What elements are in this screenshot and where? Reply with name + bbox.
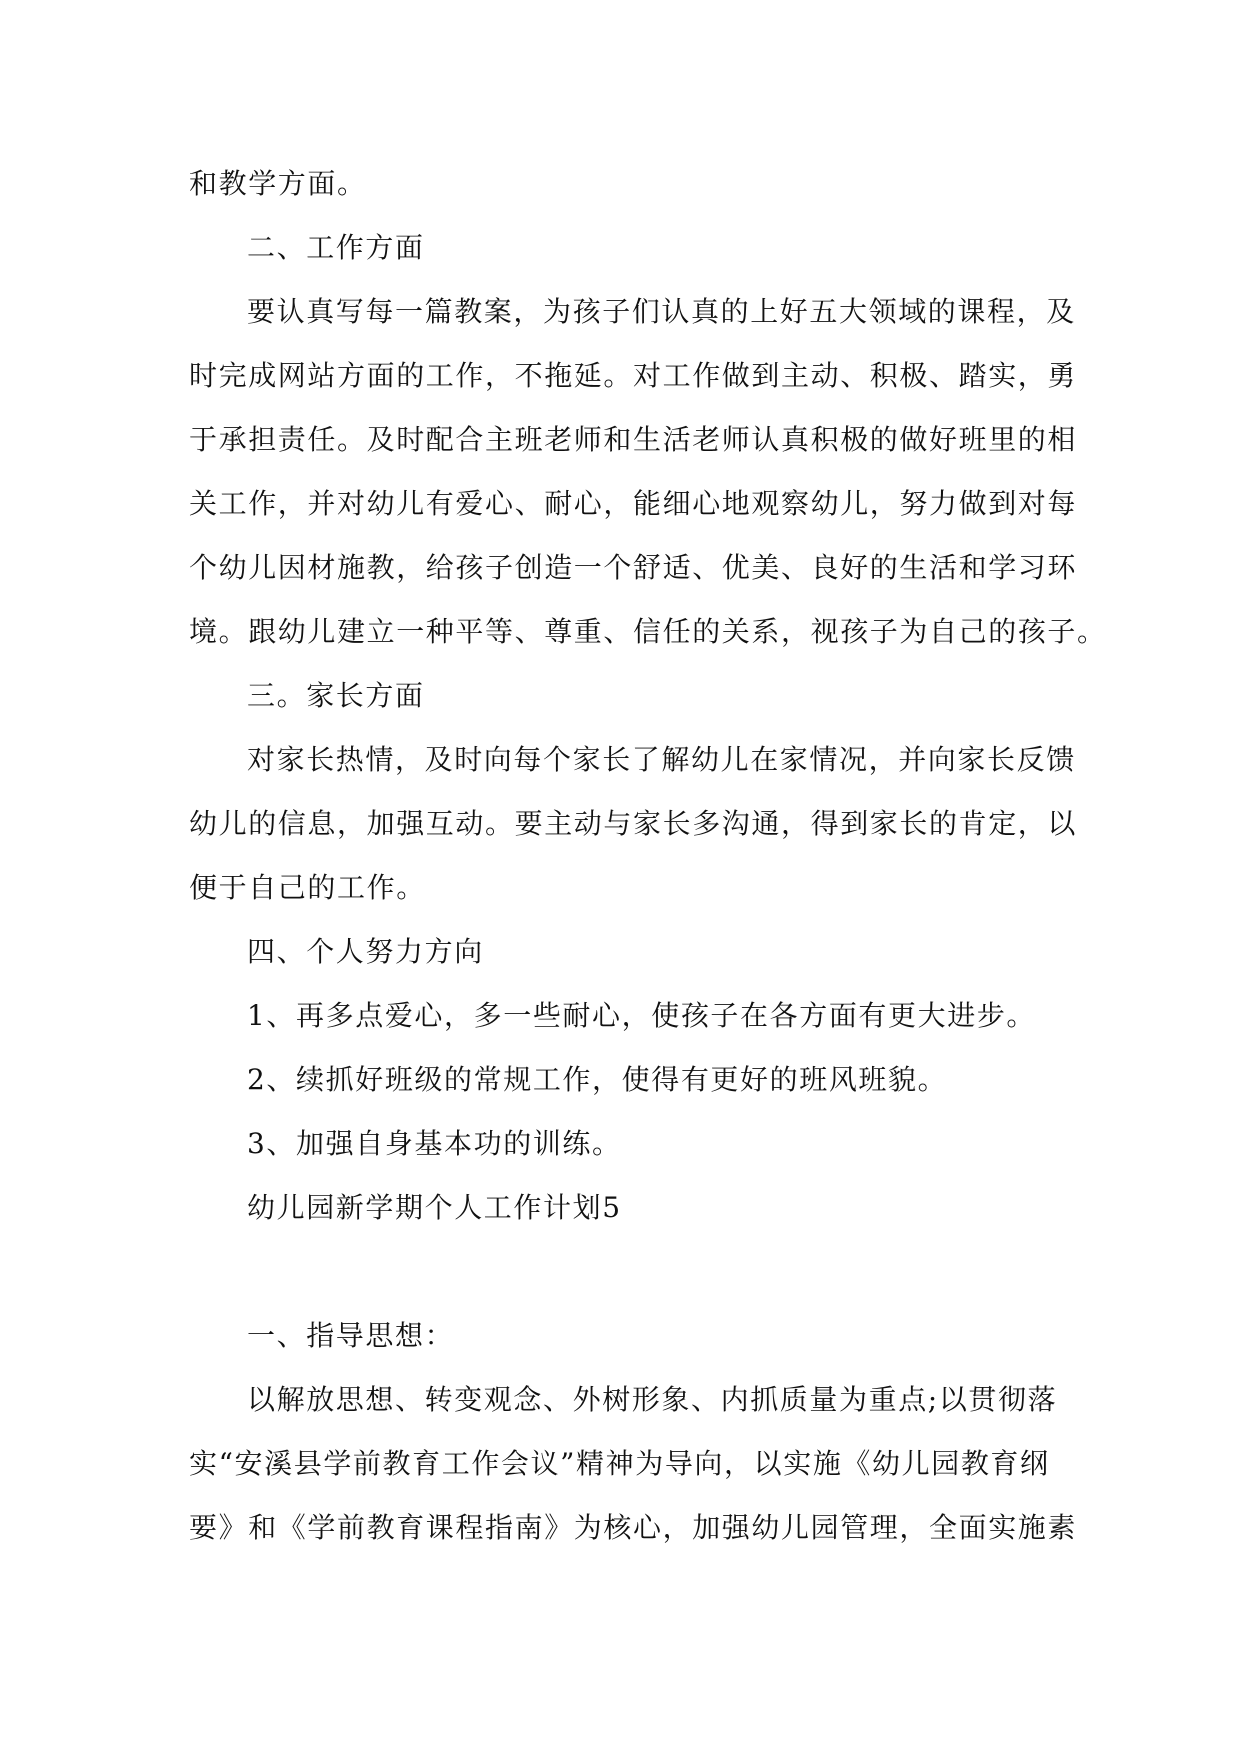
paragraph-line: 要》和《学前教育课程指南》为核心，加强幼儿园管理，全面实施素 [189, 1511, 1078, 1544]
list-item: 3、加强自身基本功的训练。 [247, 1127, 622, 1160]
paragraph-line: 幼儿的信息，加强互动。要主动与家长多沟通，得到家长的肯定，以 [189, 807, 1078, 840]
section-heading-work: 二、工作方面 [247, 231, 425, 264]
paragraph-line: 以解放思想、转变观念、外树形象、内抓质量为重点;以贯彻落 [247, 1383, 1058, 1416]
paragraph-line: 对家长热情，及时向每个家长了解幼儿在家情况，并向家长反馈 [247, 743, 1076, 776]
list-item: 2、续抓好班级的常规工作，使得有更好的班风班貌。 [247, 1063, 948, 1096]
paragraph-line: 时完成网站方面的工作，不拖延。对工作做到主动、积极、踏实，勇 [189, 359, 1078, 392]
paragraph-line: 个幼儿因材施教，给孩子创造一个舒适、优美、良好的生活和学习环 [189, 551, 1078, 584]
section-heading-parents: 三。家长方面 [247, 679, 425, 712]
list-item: 1、再多点爱心，多一些耐心，使孩子在各方面有更大进步。 [247, 999, 1037, 1032]
paragraph-line: 和教学方面。 [189, 167, 367, 200]
paragraph-line: 实“安溪县学前教育工作会议”精神为导向，以实施《幼儿园教育纲 [189, 1447, 1050, 1480]
section-heading-guiding: 一、指导思想： [247, 1319, 455, 1352]
document-title: 幼儿园新学期个人工作计划5 [247, 1191, 622, 1224]
paragraph-line: 于承担责任。及时配合主班老师和生活老师认真积极的做好班里的相 [189, 423, 1078, 456]
paragraph-line: 要认真写每一篇教案，为孩子们认真的上好五大领域的课程，及 [247, 295, 1076, 328]
paragraph-line: 境。跟幼儿建立一种平等、尊重、信任的关系，视孩子为自己的孩子。 [189, 615, 1107, 648]
paragraph-line: 便于自己的工作。 [189, 871, 426, 904]
paragraph-line: 关工作，并对幼儿有爱心、耐心，能细心地观察幼儿，努力做到对每 [189, 487, 1078, 520]
section-heading-personal: 四、个人努力方向 [247, 935, 484, 968]
